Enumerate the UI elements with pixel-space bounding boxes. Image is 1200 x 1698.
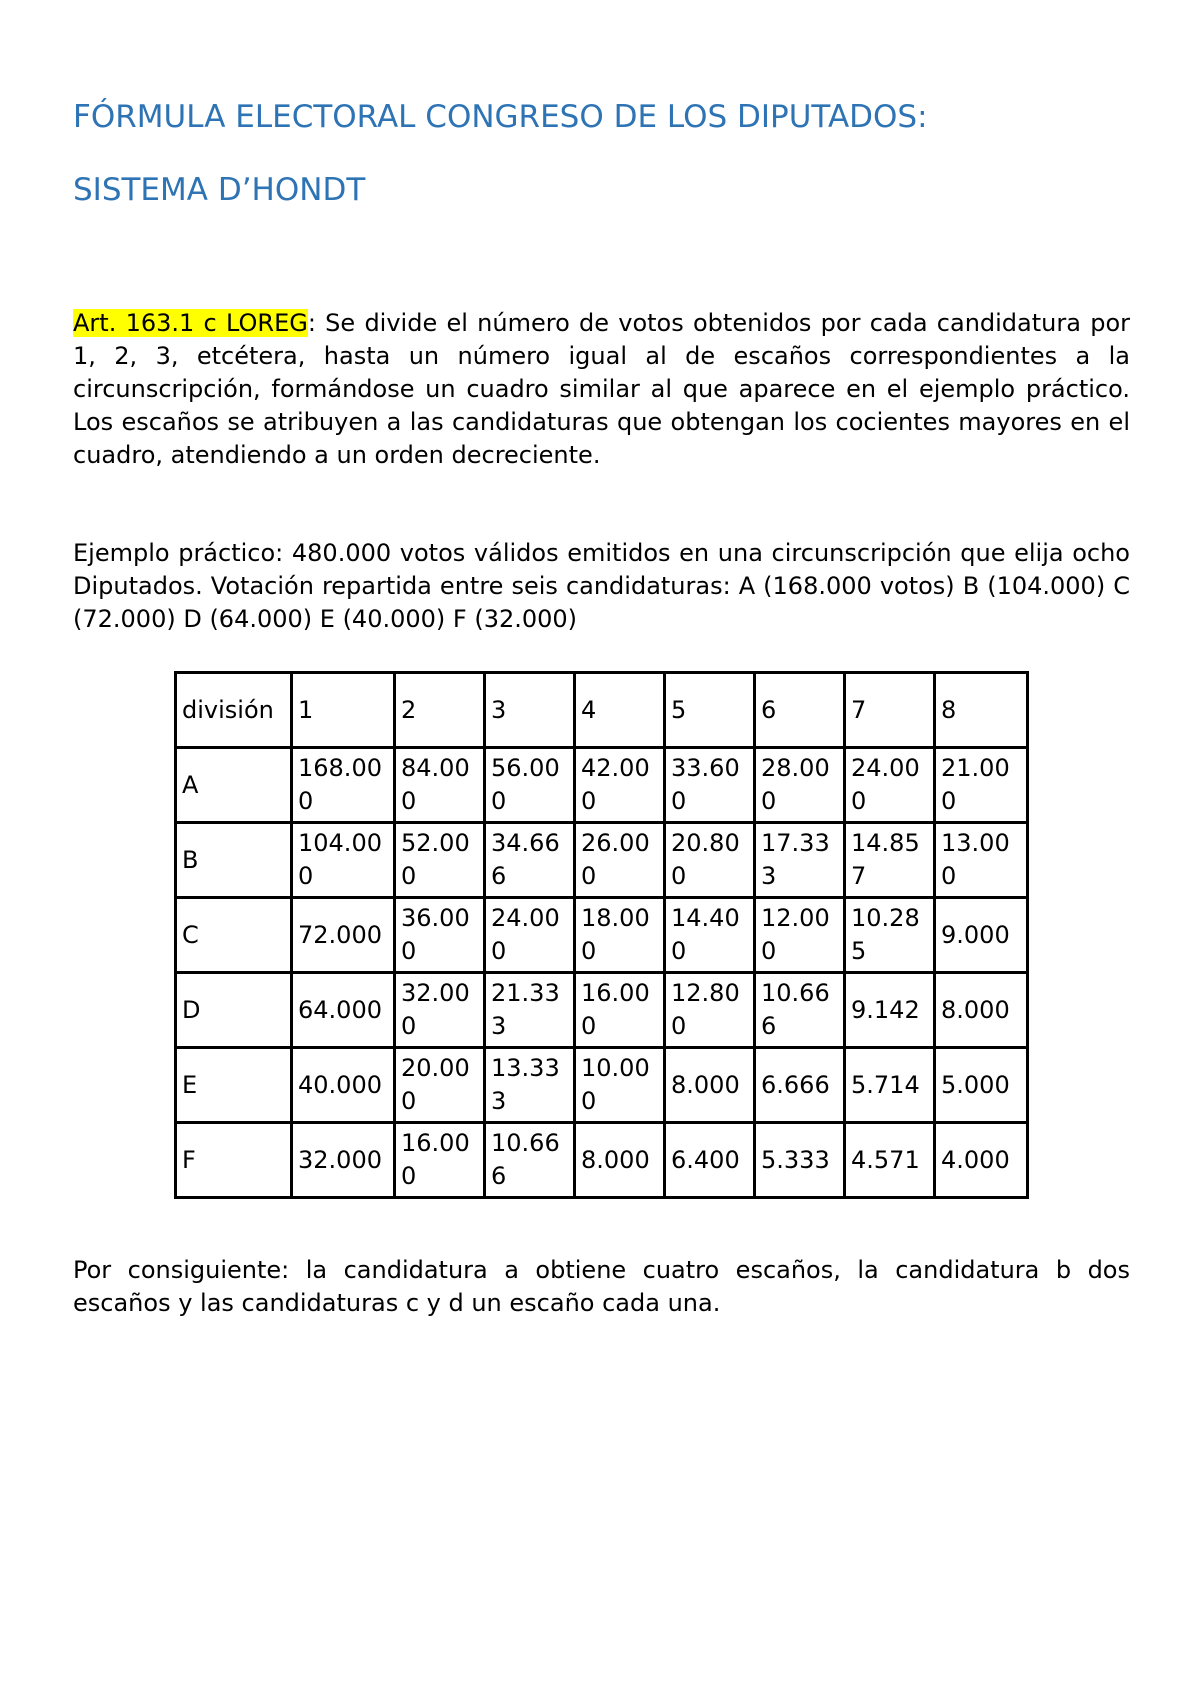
article-reference: Art. 163.1 c LOREG xyxy=(73,309,308,337)
quotient-cell: 12.800 xyxy=(665,973,755,1048)
quotient-cell: 10.285 xyxy=(845,898,935,973)
quotient-cell: 104.000 xyxy=(292,823,395,898)
quotient-cell: 14.857 xyxy=(845,823,935,898)
quotient-cell: 40.000 xyxy=(292,1048,395,1123)
divisor-cell: 8 xyxy=(935,673,1028,748)
quotient-cell: 5.000 xyxy=(935,1048,1028,1123)
divisor-cell: 7 xyxy=(845,673,935,748)
quotient-cell: 72.000 xyxy=(292,898,395,973)
quotient-cell: 64.000 xyxy=(292,973,395,1048)
candidature-label-cell: A xyxy=(176,748,292,823)
header-label-cell: división xyxy=(176,673,292,748)
quotient-cell: 52.000 xyxy=(395,823,485,898)
table-row xyxy=(176,748,1028,823)
table-row xyxy=(176,823,1028,898)
quotient-cell: 24.000 xyxy=(485,898,575,973)
conclusion-paragraph: Por consiguiente: la candidatura a obtiene cuatro escaños, la candidatura b dos escaños y las candidaturas c y d un escaño cada una. xyxy=(73,1256,1130,1317)
quotient-cell: 16.000 xyxy=(395,1123,485,1198)
quotient-cell: 84.000 xyxy=(395,748,485,823)
quotient-cell: 24.000 xyxy=(845,748,935,823)
candidature-label-cell: C xyxy=(176,898,292,973)
document-subtitle: SISTEMA D’HONDT xyxy=(73,172,366,208)
quotient-cell: 28.000 xyxy=(755,748,845,823)
quotient-cell: 21.333 xyxy=(485,973,575,1048)
quotient-cell: 18.000 xyxy=(575,898,665,973)
dhondt-table-wrapper xyxy=(174,671,1029,1199)
example-paragraph: Ejemplo práctico: 480.000 votos válidos emitidos en una circunscripción que elija ocho Diputados. Votación repartida entre seis candidaturas: A (168.000 votos) B (104.000) C (72.000) D (64.000) E (40.000) F (32.000) xyxy=(73,539,1130,633)
divisor-cell: 6 xyxy=(755,673,845,748)
quotient-cell: 9.142 xyxy=(845,973,935,1048)
quotient-cell: 36.000 xyxy=(395,898,485,973)
quotient-cell: 8.000 xyxy=(935,973,1028,1048)
quotient-cell: 4.571 xyxy=(845,1123,935,1198)
quotient-cell: 6.400 xyxy=(665,1123,755,1198)
quotient-cell: 9.000 xyxy=(935,898,1028,973)
quotient-cell: 8.000 xyxy=(575,1123,665,1198)
quotient-cell: 16.000 xyxy=(575,973,665,1048)
quotient-cell: 168.000 xyxy=(292,748,395,823)
quotient-cell: 56.000 xyxy=(485,748,575,823)
quotient-cell: 42.000 xyxy=(575,748,665,823)
quotient-cell: 10.000 xyxy=(575,1048,665,1123)
article-paragraph xyxy=(73,307,1130,472)
candidature-label-cell: E xyxy=(176,1048,292,1123)
quotient-cell: 32.000 xyxy=(292,1123,395,1198)
divisor-cell: 3 xyxy=(485,673,575,748)
quotient-cell: 26.000 xyxy=(575,823,665,898)
divisor-cell: 2 xyxy=(395,673,485,748)
quotient-cell: 14.400 xyxy=(665,898,755,973)
table-row xyxy=(176,973,1028,1048)
table-header-row xyxy=(176,673,1028,748)
quotient-cell: 5.333 xyxy=(755,1123,845,1198)
quotient-cell: 12.000 xyxy=(755,898,845,973)
quotient-cell: 10.666 xyxy=(485,1123,575,1198)
quotient-cell: 34.666 xyxy=(485,823,575,898)
quotient-cell: 13.000 xyxy=(935,823,1028,898)
article-text: : Se divide el número de votos obtenidos por cada candidatura por 1, 2, 3, etcétera, hasta un número igual al de escaños correspondientes a la circunscripción, formándose un cuadro similar al que aparece en el ejemplo práctico. Los escaños se atribuyen a las candidaturas que obtengan los cocientes mayores en el cuadro, atendiendo a un orden decreciente. xyxy=(73,309,1130,469)
quotient-cell: 17.333 xyxy=(755,823,845,898)
quotient-cell: 33.600 xyxy=(665,748,755,823)
document-title: FÓRMULA ELECTORAL CONGRESO DE LOS DIPUTADOS: xyxy=(73,99,928,135)
quotient-cell: 21.000 xyxy=(935,748,1028,823)
quotient-cell: 20.800 xyxy=(665,823,755,898)
divisor-cell: 5 xyxy=(665,673,755,748)
candidature-label-cell: D xyxy=(176,973,292,1048)
table-row xyxy=(176,1123,1028,1198)
quotient-cell: 32.000 xyxy=(395,973,485,1048)
dhondt-table xyxy=(174,671,1029,1199)
candidature-label-cell: B xyxy=(176,823,292,898)
divisor-cell: 1 xyxy=(292,673,395,748)
quotient-cell: 13.333 xyxy=(485,1048,575,1123)
quotient-cell: 5.714 xyxy=(845,1048,935,1123)
table-row xyxy=(176,1048,1028,1123)
quotient-cell: 4.000 xyxy=(935,1123,1028,1198)
quotient-cell: 20.000 xyxy=(395,1048,485,1123)
quotient-cell: 10.666 xyxy=(755,973,845,1048)
quotient-cell: 6.666 xyxy=(755,1048,845,1123)
quotient-cell: 8.000 xyxy=(665,1048,755,1123)
divisor-cell: 4 xyxy=(575,673,665,748)
table-row xyxy=(176,898,1028,973)
candidature-label-cell: F xyxy=(176,1123,292,1198)
